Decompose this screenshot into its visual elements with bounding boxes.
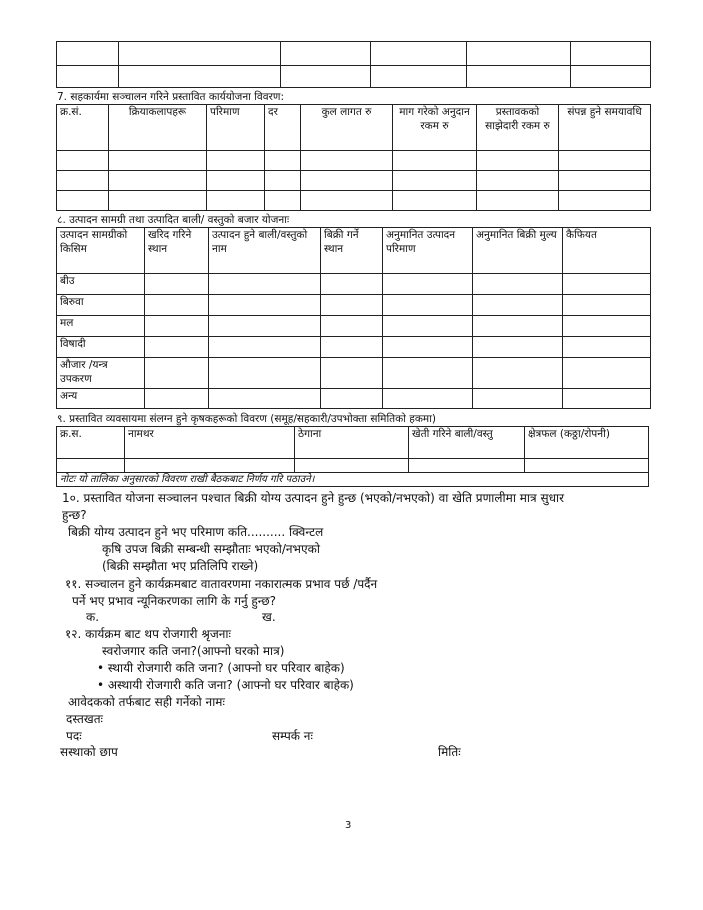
header-cell: प्रस्तावकको साझेदारी रकम रु xyxy=(477,105,559,151)
header-cell: बिक्री गर्ने स्थान xyxy=(321,228,383,274)
table-cell xyxy=(467,66,571,88)
header-cell: क्रियाकलापहरू xyxy=(109,105,207,151)
table-cell xyxy=(563,274,651,295)
table-note: नोटः यो तालिका अनुसारको विवरण राखी बैठकबाट निर्णय गरि पठाउने। xyxy=(57,473,649,487)
q12-line-3: • स्थायी रोजगारी कति जना? (आफ्नो घर परिवार बाहेक) xyxy=(97,661,345,675)
q11-line-2: पर्ने भए प्रभाव न्यूनिकरणका लागि के गर्नु हुन्छ? xyxy=(72,594,277,608)
header-cell: क्र.स. xyxy=(57,427,125,459)
table-cell xyxy=(57,42,119,66)
table-cell xyxy=(563,389,651,409)
table-cell xyxy=(209,358,321,389)
table-cell xyxy=(209,295,321,316)
table-cell xyxy=(383,316,473,337)
header-cell: उत्पादन हुने बाली/वस्तुको नाम xyxy=(209,228,321,274)
table-cell xyxy=(207,151,265,171)
table-cell xyxy=(473,274,563,295)
header-cell: कुल लागत रु xyxy=(301,105,393,151)
header-cell: अनुमानित बिक्री मुल्य xyxy=(473,228,563,274)
table-cell xyxy=(295,459,409,473)
table-cell xyxy=(571,42,651,66)
table-cell xyxy=(393,191,477,211)
table-cell xyxy=(265,151,301,171)
section-7-table xyxy=(56,104,651,211)
table-cell xyxy=(383,295,473,316)
header-cell: ठेगाना xyxy=(295,427,409,459)
table-cell xyxy=(559,171,651,191)
table-cell xyxy=(473,389,563,409)
row-label: अन्य xyxy=(57,389,145,409)
contact-label: सम्पर्क नः xyxy=(272,729,313,743)
table-cell xyxy=(281,66,371,88)
signature-label: दस्तखतः xyxy=(66,712,103,726)
table-cell xyxy=(109,171,207,191)
table-cell xyxy=(409,459,525,473)
row-label: विषादी xyxy=(57,337,145,358)
row-label: बीउ xyxy=(57,274,145,295)
q10-line-4: कृषि उपज बिक्री सम्बन्धी सम्झौताः भएको/नभएको xyxy=(102,542,320,556)
table-cell xyxy=(525,459,649,473)
page-number: 3 xyxy=(345,820,352,831)
table-cell xyxy=(109,191,207,211)
table-cell xyxy=(145,337,209,358)
date-label: मितिः xyxy=(438,745,461,759)
q10-line-1: 1०. प्रस्तावित योजना सञ्चालन पश्चात बिक्री योग्य उत्पादन हुने हुन्छ (भएको/नभएको) वा खेति प्रणालीमा मात्र सुधार xyxy=(62,491,564,505)
section-8-caption: ८. उत्पादन सामग्री तथा उत्पादित बाली/ वस्तुको बजार योजनाः xyxy=(57,214,290,226)
table-cell xyxy=(301,151,393,171)
table-cell xyxy=(467,42,571,66)
table-cell xyxy=(145,274,209,295)
row-label: बिरुवा xyxy=(57,295,145,316)
applicant-name-label: आवेदकको तर्फबाट सही गर्नेको नामः xyxy=(68,695,225,709)
table-cell xyxy=(321,389,383,409)
section-8-table xyxy=(56,227,651,409)
table-cell xyxy=(383,358,473,389)
header-cell: अनुमानित उत्पादन परिमाण xyxy=(383,228,473,274)
table-cell xyxy=(473,358,563,389)
header-cell: खरिद गरिने स्थान xyxy=(145,228,209,274)
table-cell xyxy=(57,459,125,473)
table-cell xyxy=(209,389,321,409)
table-cell xyxy=(301,191,393,211)
table-cell xyxy=(571,66,651,88)
table-cell xyxy=(145,316,209,337)
table-cell xyxy=(559,151,651,171)
header-cell: क्र.सं. xyxy=(57,105,109,151)
section-7-caption: 7. सहकार्यमा सञ्चालन गरिने प्रस्तावित कार्ययोजना विवरण: xyxy=(57,91,285,103)
table-cell xyxy=(57,151,109,171)
table-cell xyxy=(321,274,383,295)
top-table xyxy=(56,41,651,88)
table-cell xyxy=(473,295,563,316)
table-cell xyxy=(57,171,109,191)
q12-line-2: स्वरोजगार कति जना?(आफ्नो घरको मात्र) xyxy=(102,644,285,658)
table-cell xyxy=(371,66,467,88)
header-cell: दर xyxy=(265,105,301,151)
header-cell: क्षेत्रफल (कठ्ठा/रोपनी) xyxy=(525,427,649,459)
table-cell xyxy=(563,337,651,358)
row-label: मल xyxy=(57,316,145,337)
section-9-caption: ९. प्रस्तावित व्यवसायमा संलग्न हुने कृषकहरूको विवरण (समूह/सहकारी/उपभोक्ता समितिको हकमा) xyxy=(57,413,437,425)
table-cell xyxy=(265,191,301,211)
header-cell: नामथर xyxy=(125,427,295,459)
table-cell xyxy=(265,171,301,191)
table-cell xyxy=(301,171,393,191)
table-cell xyxy=(477,151,559,171)
header-cell: खेती गरिने बाली/वस्तु xyxy=(409,427,525,459)
table-cell xyxy=(321,337,383,358)
q10-line-5: (बिक्री सम्झौता भए प्रतिलिपि राख्ने) xyxy=(102,559,259,573)
q10-line-2: हुन्छ? xyxy=(62,508,87,522)
q12-line-1: १२. कार्यक्रम बाट थप रोजगारी श्रृजनाः xyxy=(65,627,231,641)
table-cell xyxy=(119,66,281,88)
table-cell xyxy=(559,191,651,211)
header-cell: परिमाण xyxy=(207,105,265,151)
header-cell: माग गरेको अनुदान रकम रु xyxy=(393,105,477,151)
table-cell xyxy=(321,358,383,389)
table-cell xyxy=(477,191,559,211)
table-cell xyxy=(563,316,651,337)
table-cell xyxy=(207,191,265,211)
table-cell xyxy=(207,171,265,191)
table-cell xyxy=(473,337,563,358)
q11-line-1: ११. सञ्चालन हुने कार्यक्रमबाट वातावरणमा नकारात्मक प्रभाव पर्छ /पर्दैन xyxy=(65,577,378,591)
table-cell xyxy=(209,337,321,358)
table-cell xyxy=(563,358,651,389)
table-cell xyxy=(281,42,371,66)
table-cell xyxy=(119,42,281,66)
table-cell xyxy=(383,337,473,358)
table-cell xyxy=(125,459,295,473)
table-cell xyxy=(473,316,563,337)
table-cell xyxy=(57,66,119,88)
table-cell xyxy=(477,171,559,191)
table-cell xyxy=(393,151,477,171)
table-cell xyxy=(145,389,209,409)
header-cell: संपन्न हुने समयावधि xyxy=(559,105,651,151)
table-cell xyxy=(321,295,383,316)
table-cell xyxy=(393,171,477,191)
table-cell xyxy=(57,191,109,211)
table-cell xyxy=(383,389,473,409)
table-cell xyxy=(321,316,383,337)
header-cell: कैफियत xyxy=(563,228,651,274)
table-cell xyxy=(383,274,473,295)
q10-line-3: बिक्री योग्य उत्पादन हुने भए परिमाण कति.......... क्विन्टल xyxy=(68,525,324,539)
q12-line-4: • अस्थायी रोजगारी कति जना? (आफ्नो घर परिवार बाहेक) xyxy=(97,678,354,692)
table-cell xyxy=(209,316,321,337)
q11-option-a: क. xyxy=(86,610,100,624)
post-label: पदः xyxy=(66,729,82,743)
q11-option-b: ख. xyxy=(262,610,276,624)
table-cell xyxy=(145,295,209,316)
seal-label: सस्थाको छाप xyxy=(60,745,118,759)
table-cell xyxy=(109,151,207,171)
table-cell xyxy=(563,295,651,316)
table-cell xyxy=(209,274,321,295)
table-cell xyxy=(371,42,467,66)
section-9-table xyxy=(56,426,649,487)
row-label: औजार /यन्त्र उपकरण xyxy=(57,358,145,389)
table-cell xyxy=(145,358,209,389)
header-cell: उत्पादन सामग्रीको किसिम xyxy=(57,228,145,274)
